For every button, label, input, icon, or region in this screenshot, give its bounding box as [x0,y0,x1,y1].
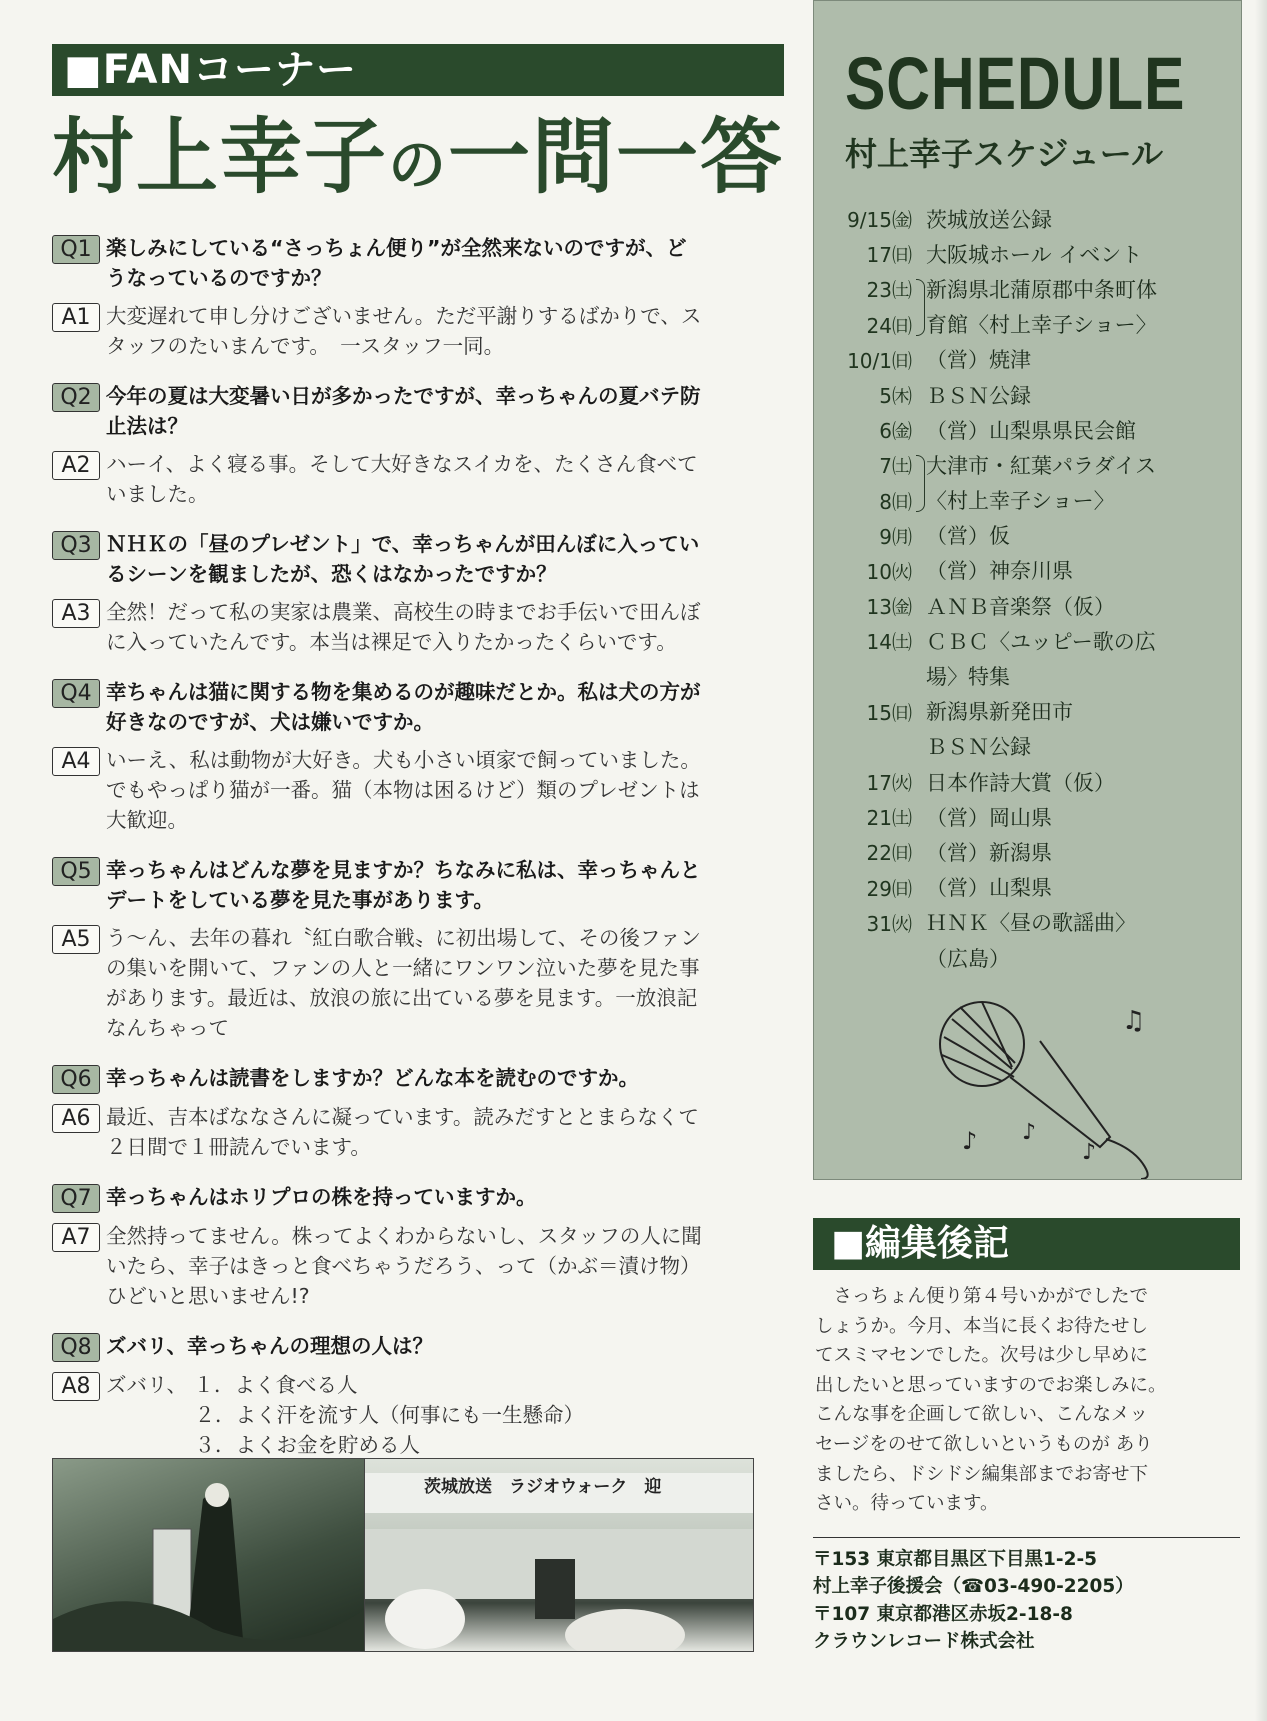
question-text: 今年の夏は大変暑い日が多かったですが、幸っちゃんの夏バテ防 止法は？ [106,384,701,438]
schedule-subtitle: 村上幸子スケジュール [845,135,1164,173]
answer-tag: A1 [52,303,100,332]
question-text: 幸ちゃんは猫に関する物を集めるのが趣味だとか。私は犬の方が 好きなのですが、犬は嫌いですか。 [106,680,701,734]
schedule-date: 14㈯ [866,630,912,655]
schedule-row [834,729,1234,764]
date-range-brace [916,279,925,335]
question-text: 幸っちゃんは読書をしますか？どんな本を読むのですか。 [106,1066,639,1090]
schedule-date: 15㈰ [866,700,912,725]
editors-note-header: ■編集後記 [813,1218,1240,1270]
question-row [52,529,784,589]
schedule-event: 〈村上幸子ショー〉 [926,489,1115,514]
question-tag: Q6 [52,1065,100,1094]
answer-row [52,1370,784,1460]
answer-text: 全然！だって私の実家は農業、高校生の時までお手伝いで田んぼ に入っていたんです。本当は裸足で入りたかったくらいです。 [106,600,701,654]
answer-row [52,449,784,509]
answer-text: ハーイ、よく寝る事。そして大好きなスイカを、たくさん食べて いました。 [106,452,698,506]
answer-tag: A4 [52,747,100,776]
schedule-date: 24㈰ [866,313,912,338]
music-note-icon: ♪ [962,1127,978,1155]
question-row [52,677,784,737]
question-row [52,233,784,293]
answer-tag: A8 [52,1372,100,1401]
question-text: 幸っちゃんはホリプロの株を持っていますか。 [106,1185,537,1209]
question-row [52,1182,784,1213]
question-row [52,1063,784,1094]
schedule-date: 17㈰ [866,243,912,268]
schedule-event: 大阪城ホール イベント [926,242,1143,267]
music-note-icon: ♪ [1082,1140,1097,1165]
schedule-event: 日本作詩大賞（仮） [926,770,1115,795]
schedule-date: 7㈯ [879,454,912,479]
schedule-event: 新潟県新発田市 [926,700,1073,725]
answer-text: 大変遅れて申し分けございません。ただ平謝りするばかりで、ス タッフのたいまんです。 一スタッフ一同。 [106,304,702,358]
schedule-event: ＢＳＮ公録 [926,735,1031,760]
schedule-panel [813,0,1242,1180]
answer-row [52,301,784,361]
address-line: 〒107 東京都港区赤坂2-18-8 [813,1603,1073,1625]
schedule-row [834,694,1234,729]
schedule-event: 茨城放送公録 [926,207,1052,232]
schedule-date: 13㈮ [866,595,912,620]
answer-text: 全然持ってません。株ってよくわからないし、スタッフの人に聞 いたら、幸子はきっと食べちゃうだろう、って（かぶ＝漬け物） ひどいと思いません!? [106,1224,702,1308]
schedule-row [834,342,1234,377]
answer-text: ズバリ、 １．よく食べる人 ２．よく汗を流す人（何事にも一生懸命） ３．よくお金を貯める人 [106,1373,585,1457]
title-main: 村上幸子 [52,110,389,205]
schedule-row [834,553,1234,588]
schedule-date: 9/15㈮ [847,208,912,233]
schedule-title: SCHEDULE [845,42,1186,125]
schedule-row [834,412,1234,447]
address-line: 村上幸子後援会（☎03-490-2205） [813,1576,1134,1598]
qa-list [52,233,784,1480]
microphone-icon [922,989,1182,1179]
schedule-event: 新潟県北蒲原郡中条町体 [926,277,1157,302]
question-tag: Q4 [52,679,100,708]
answer-row [52,1102,784,1162]
schedule-event: ＣＢＣ〈ユッピー歌の広 [926,629,1156,654]
schedule-row [834,940,1234,975]
page-edge [1255,0,1267,1721]
editors-note-section [813,1218,1240,1656]
spacer [52,1170,784,1182]
schedule-row [834,905,1234,940]
schedule-date: 6㈮ [879,419,912,444]
schedule-date: 21㈯ [866,806,912,831]
schedule-row [834,588,1234,623]
question-row [52,855,784,915]
schedule-row [834,764,1234,799]
schedule-event: （営）山梨県 [926,876,1052,901]
schedule-row [834,518,1234,553]
schedule-row [834,483,1234,518]
answer-tag: A3 [52,599,100,628]
schedule-row [834,834,1234,869]
question-text: 幸っちゃんはどんな夢を見ますか？ちなみに私は、幸っちゃんと デートをしている夢を見た事があります。 [106,858,701,912]
question-row [52,1331,784,1362]
schedule-date: 17㈫ [866,771,912,796]
schedule-date: 29㈰ [866,876,912,901]
schedule-event: （営）岡山県 [926,805,1052,830]
answer-tag: A2 [52,451,100,480]
schedule-event: ＢＳＮ公録 [926,383,1031,408]
spacer [52,843,784,855]
schedule-event: 育館〈村上幸子ショー〉 [926,313,1157,338]
question-tag: Q7 [52,1184,100,1213]
schedule-date: 8㈰ [879,489,912,514]
music-note-icon: ♫ [1122,1006,1146,1036]
question-text: ズバリ、幸っちゃんの理想の人は？ [106,1334,433,1358]
photo-strip [52,1458,752,1650]
address-line: 〒153 東京都目黒区下目黒1-2-5 [813,1548,1098,1570]
schedule-event: （営）仮 [926,524,1010,549]
photo-kimono-singer [52,1458,366,1652]
schedule-event: ＨＮＫ〈昼の歌謡曲〉 [926,911,1136,936]
spacer [52,665,784,677]
question-tag: Q3 [52,531,100,560]
schedule-row [834,201,1234,236]
answer-row [52,745,784,835]
schedule-event: 大津市・紅葉パラダイス [926,453,1157,478]
schedule-event: （広島） [926,946,1010,971]
question-tag: Q5 [52,857,100,886]
music-note-icon: ♪ [1022,1120,1037,1145]
schedule-event: （営）新潟県 [926,840,1052,865]
schedule-date: 5㈭ [879,384,912,409]
spacer [52,1051,784,1063]
schedule-event: （営）神奈川県 [926,559,1073,584]
schedule-date: 9㈪ [879,524,912,549]
schedule-row [834,377,1234,412]
schedule-date: 23㈯ [866,278,912,303]
question-tag: Q1 [52,235,100,264]
title-rest: 一問一答 [448,110,785,205]
spacer [52,369,784,381]
divider [813,1537,1240,1538]
answer-tag: A5 [52,925,100,954]
question-row [52,381,784,441]
answer-row [52,1221,784,1311]
question-tag: Q8 [52,1333,100,1362]
schedule-row [834,623,1234,658]
fan-corner-section [52,44,784,1480]
question-tag: Q2 [52,383,100,412]
date-range-brace [916,455,925,511]
schedule-event: （営）山梨県県民会館 [926,418,1136,443]
address-line: クラウンレコード株式会社 [813,1631,1035,1653]
page-title [52,110,784,213]
question-text: 楽しみにしている“さっちょん便り”が全然来ないのですが、ど うなっているのですか？ [106,236,687,290]
answer-row [52,597,784,657]
answer-text: 最近、吉本ばななさんに凝っています。読みだすととまらなくて ２日間で１冊読んでいます。 [106,1105,699,1159]
schedule-date: 10㈫ [866,559,912,584]
schedule-row [834,658,1234,693]
schedule-row [834,799,1234,834]
schedule-date: 31㈫ [866,911,912,936]
editors-note-text: さっちょん便り第４号いかがでしたで しょうか。今月、本当に長くお待たせし てスミマセンでした。次号は少し早めに 出したいと思っていますのでお楽しみに。 こんな事を企画して欲しい、こんなメッ セージをのせて欲しいというものが あり ましたら、ドシドシ編集部までお寄せ下 さい。待っています。 [815,1286,1167,1515]
address-block [813,1546,1240,1656]
schedule-row [834,870,1234,905]
photo-caption: 茨城放送 ラジオウォーク 迎 [424,1477,662,1497]
answer-tag: A7 [52,1223,100,1252]
answer-text: いーえ、私は動物が大好き。犬も小さい頃家で飼っていました。 でもやっぱり猫が一番。猫（本物は困るけど）類のプレゼントは 大歓迎。 [106,748,701,832]
schedule-list [834,201,1234,975]
schedule-row [834,236,1234,271]
answer-text: う～ん、去年の暮れ〝紅白歌合戦〟に初出場して、その後ファン の集いを開いて、ファンの人と一緒にワンワン泣いた夢を見た事 があります。最近は、放浪の旅に出ている夢を見ます。一放浪記 なんちゃって [106,926,701,1040]
spacer [52,1319,784,1331]
schedule-date: 22㈰ [866,841,912,866]
answer-row [52,923,784,1043]
answer-tag: A6 [52,1104,100,1133]
schedule-event: （営）焼津 [926,348,1031,373]
schedule-event: 場〉特集 [926,665,1010,690]
fan-corner-header: ■FANコーナー [52,44,784,96]
schedule-row [834,307,1234,342]
spacer [52,517,784,529]
title-particle: の [388,131,449,199]
schedule-row [834,271,1234,306]
schedule-date: 10/1㈰ [847,348,912,373]
schedule-row [834,447,1234,482]
schedule-event: ＡＮＢ音楽祭（仮） [926,594,1115,619]
question-text: ＮＨＫの「昼のプレゼント」で、幸っちゃんが田んぼに入ってい るシーンを観ましたが、恐くはなかったですか？ [106,532,700,586]
photo-kimono-illustration [53,1459,365,1651]
